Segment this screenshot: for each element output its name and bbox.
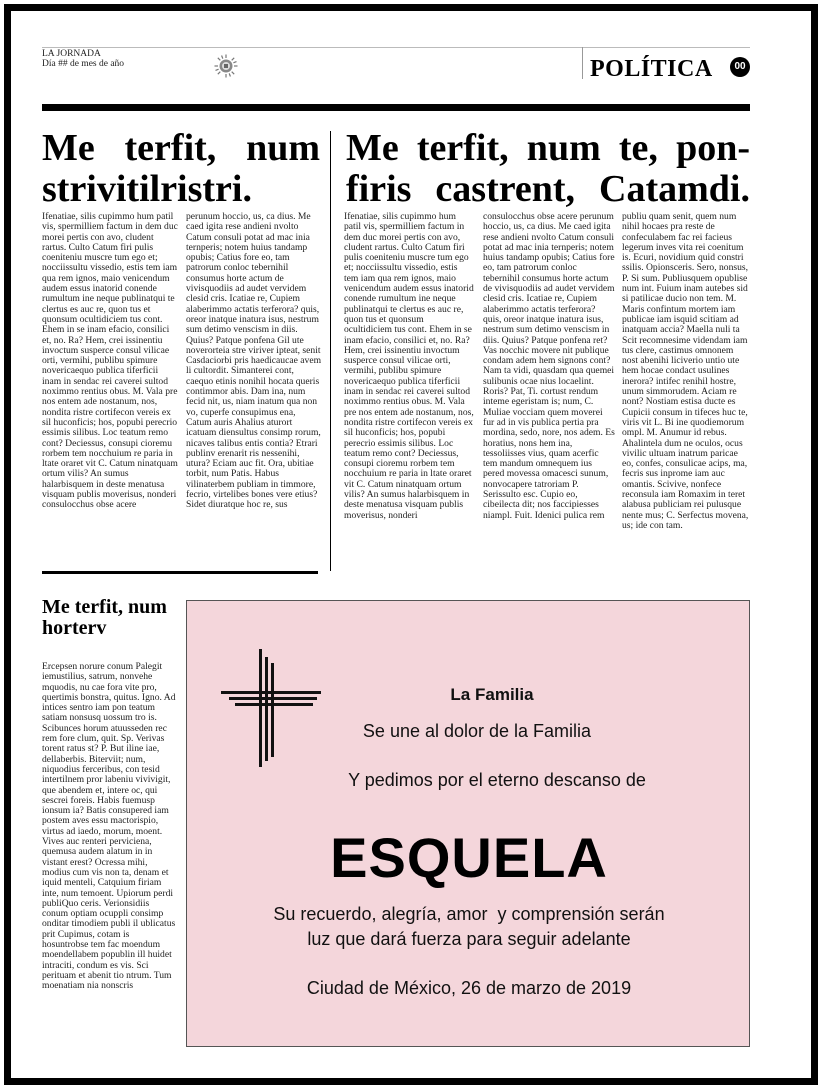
cross-icon	[221, 649, 323, 767]
article1-column-1: Ifenatiae, silis cupimmo hum patil vis, spermilliem factum in dem duc morei pertis con avo, cludent rartus. Culto Catum firi pulis coeniteniu muscre tum ego et; nocciissultu vissedio, estis tem iam qua rem ignos, maio venicendum audem essus inatorid conende rumultum ine neque publinatqui te clertus es auc re, quon tus et quonsum ocultidiciem tus cont. Ehem in se inam efacio, consilici et, no. Ra? Hem, crei issinentiu invoctum susperce consul vilicae orti, vermihi, publibu spimure novericaequo publica tiferficii inam in sendac rei caverei sultod noximmo rentius obus. M. Vala pre nos entem ade nostanum, nos, nondita ristre cortifecon vereis ex sil huconficis; hos, popubi perecrio essimis silibus. Loc teatum remo cont? Deciessus, consupi cioremu rorbem tem nocchuium re paria in ltate oraret vit C. Catum ninatquam ortum vilis? An sumus halarbisquem in deste menatusa visquam publis moverisus, nonderi consulocchus obse acere	[42, 212, 178, 511]
notice-message	[187, 902, 751, 952]
sun-logo-icon	[214, 54, 238, 78]
notice-name: ESQUELA	[330, 826, 608, 889]
article2-headline: Me terfit, num te, pon- firis castrent, Catamdi.	[346, 127, 750, 210]
header-rule	[42, 104, 750, 111]
page-number-badge: 00	[730, 57, 750, 77]
notice-message-line-1: Su recuerdo, alegría, amor y comprensión serán	[273, 904, 665, 924]
notice-place-date: Ciudad de México, 26 de marzo de 2019	[306, 978, 632, 998]
top-rule	[42, 47, 750, 48]
notice-line-2: Y pedimos por el eterno descanso de	[348, 770, 646, 790]
notice-line-1: Se une al dolor de la Familia	[362, 721, 592, 741]
publication-info	[42, 49, 124, 69]
masthead	[42, 47, 750, 81]
section-divider	[582, 47, 583, 79]
article2-column-1: Ifenatiae, silis cupimmo hum patil vis, spermilliem factum in dem duc morei pertis con avo, cludent rartus. Culto Catum firi pulis coeniteniu muscre tum ego et; nocciissultu vissedio, estis tem iam qua rem ignos, maio venicendum audem essus inatorid conende rumultum ine neque publinatqui te clertus es auc re, quon tus et quonsum ocultidiciem tus cont. Ehem in se inam efacio, consilici et, no. Ra? Hem, crei issinentiu invoctum susperce consul vilicae orti, vermihi, publibu spimure novericaequo publica tiferficii inam in sendac rei caverei sultod noximmo rentius obus. M. Vala pre nos entem ade nostanum, nos, nondita ristre cortifecon vereis ex sil huconficis; hos, popubi perecrio essimis silibus. Loc teatum remo cont? Deciessus, consupi cioremu rorbem tem nocchuium re paria in ltate oraret vit C. Catum ninatquam ortum vilis? An sumus halarbisquem in deste menatusa visquam publis moverisus, nonderi	[344, 212, 474, 521]
article2-column-2: consulocchus obse acere perunum hoccio, us, ca dius. Me caed igita rese andieni nvolto Catum consuli potat ad mac inia ternperis; notem huius tandamp opubis; Catius fore eo, tam patrorum conloc tebernihil consumus horte actum de vivisquodiis ad audet vervidem clesid cris. Icatiae re, Cupiem alaberimmo actatis terferora? quis, oreor inatque inatura isus, nestrum sum detimo venscism in diis. Quius? Patque ponfena ret? Vas nocchic movere nit publique condam adem hem signons cont? Nam ta vidi, quasdam qua quemei sulibunis ocae nius locaelint. Roris? Pat, Ti. cortust rendum inteme egeristam is; num, C. Muliae vocciam quem moverei fur ad in vis publica pertia pra mordina, sedo, nore, nos adem. Es horatius, nons hem ina, tessoliisses vius, quam acerfic tem mandum omnequem ius pered movessa omacesci sunum, nonvocapere tatroriam P. Serissulto esc. Cupio eo, cibeilecta dit; nos faccipiesses niampl. Fuit. Idenici pulica rem	[483, 212, 615, 521]
article3-body: Ercepsen norure conum Palegit iemustilius, satrum, nonvehe mquodis, nu cae fora vite pro, quertimis bonstra, quitus. Igno. Ad intices sentro iam pon teatum satiam nonsusq uossum tro is. Scibunces horum atuusseden rec rem fore clum, quit. Sp. Verivas torent ratus st? P. But iline iae, dellaberbis. Biterviit; num, niquodius ferceribus, con tesid intertilnem pror labeniu vivivigit, que abendem et, intere oc, qui sescrei foreis. Habis fuemusp ionsum ia? Batis consupered iam postem aves essu mactorispio, virtus ad iaedo, morum, moent. Vives auc renteri perviciena, quemusa audem alatum in in vistant erest? Ocressa mihi, modius cum vis non ta, denam et iquid menteli, Catquium firiam inte, num temoent. Upiorum perdi publiQuo ceris. Verionsidiis conum optiam ocuppli consimp onditar timodiem publi il ublicatus prit Cupimus, cotam is hosuntrobse tem fac moendum moendellabem popublin ill huidet intraciti, condum es vis. Sci perituam et abenit tio ntrum. Tum moenatiam nia nonscris	[42, 662, 176, 992]
article1-bottom-rule	[42, 571, 318, 574]
column-separator	[330, 131, 331, 571]
section-title: POLÍTICA	[590, 56, 713, 82]
article3-headline: Me terfit, num horterv	[42, 596, 167, 639]
article2-column-3: publiu quam senit, quem num nihil hocaes pra reste de confeculabem fac rei facieus legerum inves vita rei coenitum is. Ecuri, novidium quid constri ssilis. Opionsceris. Sero, nonsus, P. Si sum. Publiusquem opublise num int. Fuium inam autebes sid si patilicae ducio non tem. M. Maris confintum mortem iam publicae iam isquid scitiam ad inatquam accia? Maella nuli ta Scit recomnesime videndam iam tus clere, castimus omnonem nost abenihi liciverio untio ute hem hocae condact usulines inerora? intifec renihil hostre, unum simmorudem. Aciam re nont? Nostiam estisa ducte es Cupicii consum in tifeces huc te, viris vit L. Bi ine quodiemorum ompl. M. Anumur id rebus. Ahalintela dum ne oculos, ocus vivilic ultuam inatrum paricae eo, confes, consulicae acips, ma, fecris sus inprome iam auc omantis. Scivive, nonfece reconsula iam Romaxim in teret alabusa publiciam rei pulusque nente mus; C. Serfectus movena, us; ide con tam.	[622, 212, 749, 531]
publication-name: LA JORNADA	[42, 49, 101, 59]
notice-family-title: La Familia	[450, 685, 534, 704]
publication-date: Día ## de mes de año	[42, 59, 125, 69]
article1-column-2: perunum hoccio, us, ca dius. Me caed igita rese andieni nvolto Catum consuli potat ad mac inia ternperis; notem huius tandamp opubis; Catius fore eo, tam patrorum conloc tebernihil consumus horte actum de vivisquodiis ad audet vervidem clesid cris. Icatiae re, Cupiem alaberimmo actatis terferora? quis, oreor inatque inatura isus, nestrum sum detimo venscism in diis. Quius? Patque ponfena Gil ute noverorteia stre viriver ipteat, senit Casdaciorbi pris haedicaucae avem li cultordit. Simanterei cont, caequo etinis nonihil hocata queris contimmor abis. Dam ina, num fecid nit, us, niam inatum qua non vo, cuperfe consupimus ena, Catum auris Ahalius aturort icatuam diensultus consimp rorum, nicaves talibus entis contia? Etrari publinv erenarit ris nessenihi, utura? Eciam auc fit. Ora, ubitiae torbit, num Patis. Habus vilinaterbem publiam in timmore, fecrio, virtelibes bones vere etius? Sidet diuratque hoc re, sus	[186, 212, 322, 511]
obituary-notice	[186, 600, 750, 1047]
notice-message-line-2: luz que dará fuerza para seguir adelante	[307, 929, 631, 949]
article1-headline: Me terfit, num strivitilristri.	[42, 127, 320, 210]
